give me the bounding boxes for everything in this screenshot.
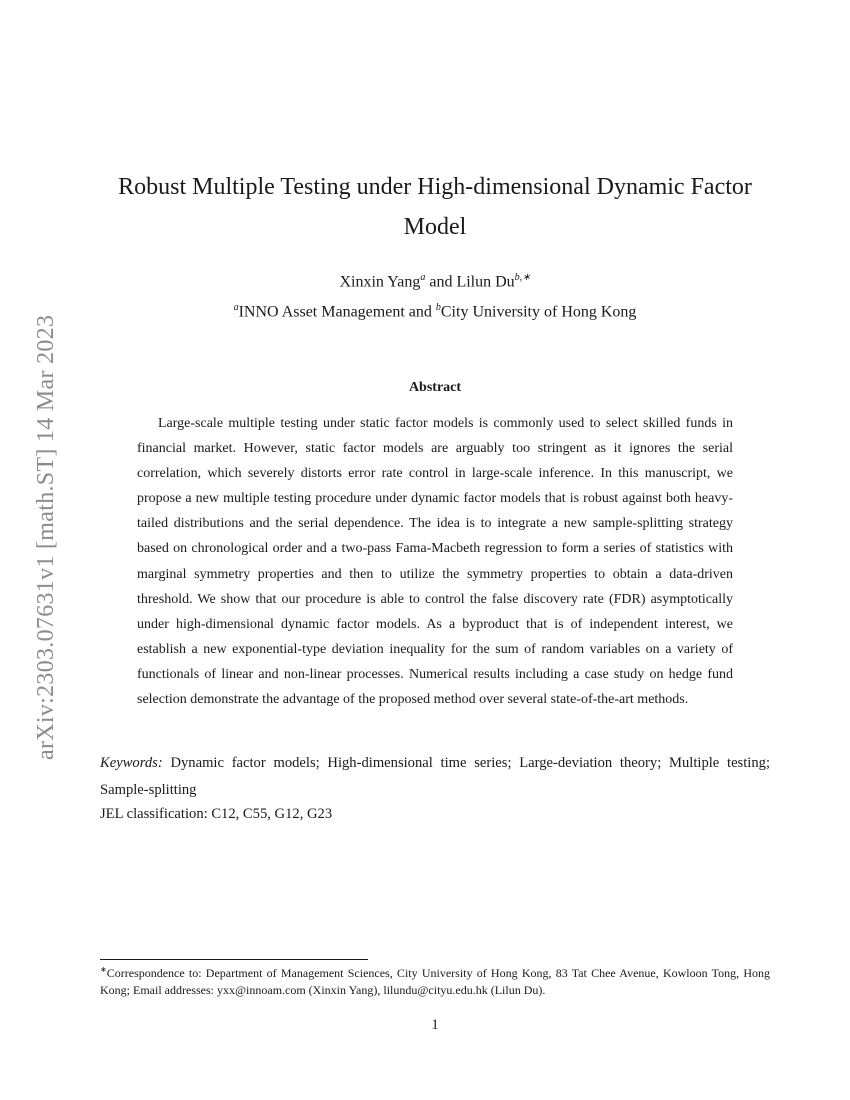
footnote: [100, 962, 770, 998]
author-connector: and: [425, 273, 457, 291]
arxiv-identifier-stamp: arXiv:2303.07631v1 [math.ST] 14 Mar 2023: [33, 314, 59, 760]
page-number: 1: [431, 1017, 439, 1033]
keywords-text: Dynamic factor models; High-dimensional time series; Large-deviation theory; Multiple testing; Sample-splitting: [100, 755, 770, 798]
author-name: Xinxin Yang: [339, 273, 421, 291]
paper-title: Robust Multiple Testing under High-dimensional Dynamic Factor Model: [118, 174, 752, 240]
author-line: [100, 272, 770, 291]
affiliation-text: INNO Asset Management and: [238, 303, 436, 321]
abstract-heading: Abstract: [408, 380, 462, 395]
footnote-divider: [100, 959, 368, 960]
author-name: Lilun Du: [456, 273, 515, 291]
affiliation-line: [100, 302, 770, 321]
jel-classification: JEL classification: C12, C55, G12, G23: [100, 806, 333, 822]
footnote-text: Correspondence to: Department of Management Sciences, City University of Hong Kong, 83 Tat Chee Avenue, Kowloon Tong, Hong Kong; Email addresses: yxx@innoam.com (Xinxin Yang), lilundu@cityu.edu.hk (Lilun Du).: [100, 966, 770, 997]
affiliation-text: City University of Hong Kong: [440, 303, 637, 321]
author-affiliation-marker: b,∗: [514, 272, 531, 283]
author-affiliation-marker: a: [420, 272, 426, 283]
affiliation-marker: b: [435, 302, 441, 313]
footnote-marker: ∗: [100, 965, 107, 974]
keywords-section: [100, 750, 770, 804]
abstract-text: Large-scale multiple testing under static factor models is commonly used to select skilled funds in financial market. However, static factor models are arguably too stringent as it ignores the serial correlation, which severely distorts error rate control in large-scale inference. In this manuscript, we propose a new multiple testing procedure under dynamic factor models that is robust against both heavy-tailed distributions and the serial dependence. The idea is to integrate a new sample-splitting strategy based on chronological order and a two-pass Fama-Macbeth regression to form a series of statistics with marginal symmetry properties and then to utilize the symmetry properties to obtain a data-driven threshold. We show that our procedure is able to control the false discovery rate (FDR) asymptotically under high-dimensional dynamic factor models. As a byproduct that is of independent interest, we establish a new exponential-type deviation inequality for the sum of random variables on a variety of functionals of linear and non-linear processes. Numerical results including a case study on hedge fund selection demonstrate the advantage of the proposed method over several state-of-the-art methods.: [137, 416, 733, 708]
keywords-label: Keywords:: [100, 755, 163, 771]
affiliation-marker: a: [233, 302, 239, 313]
